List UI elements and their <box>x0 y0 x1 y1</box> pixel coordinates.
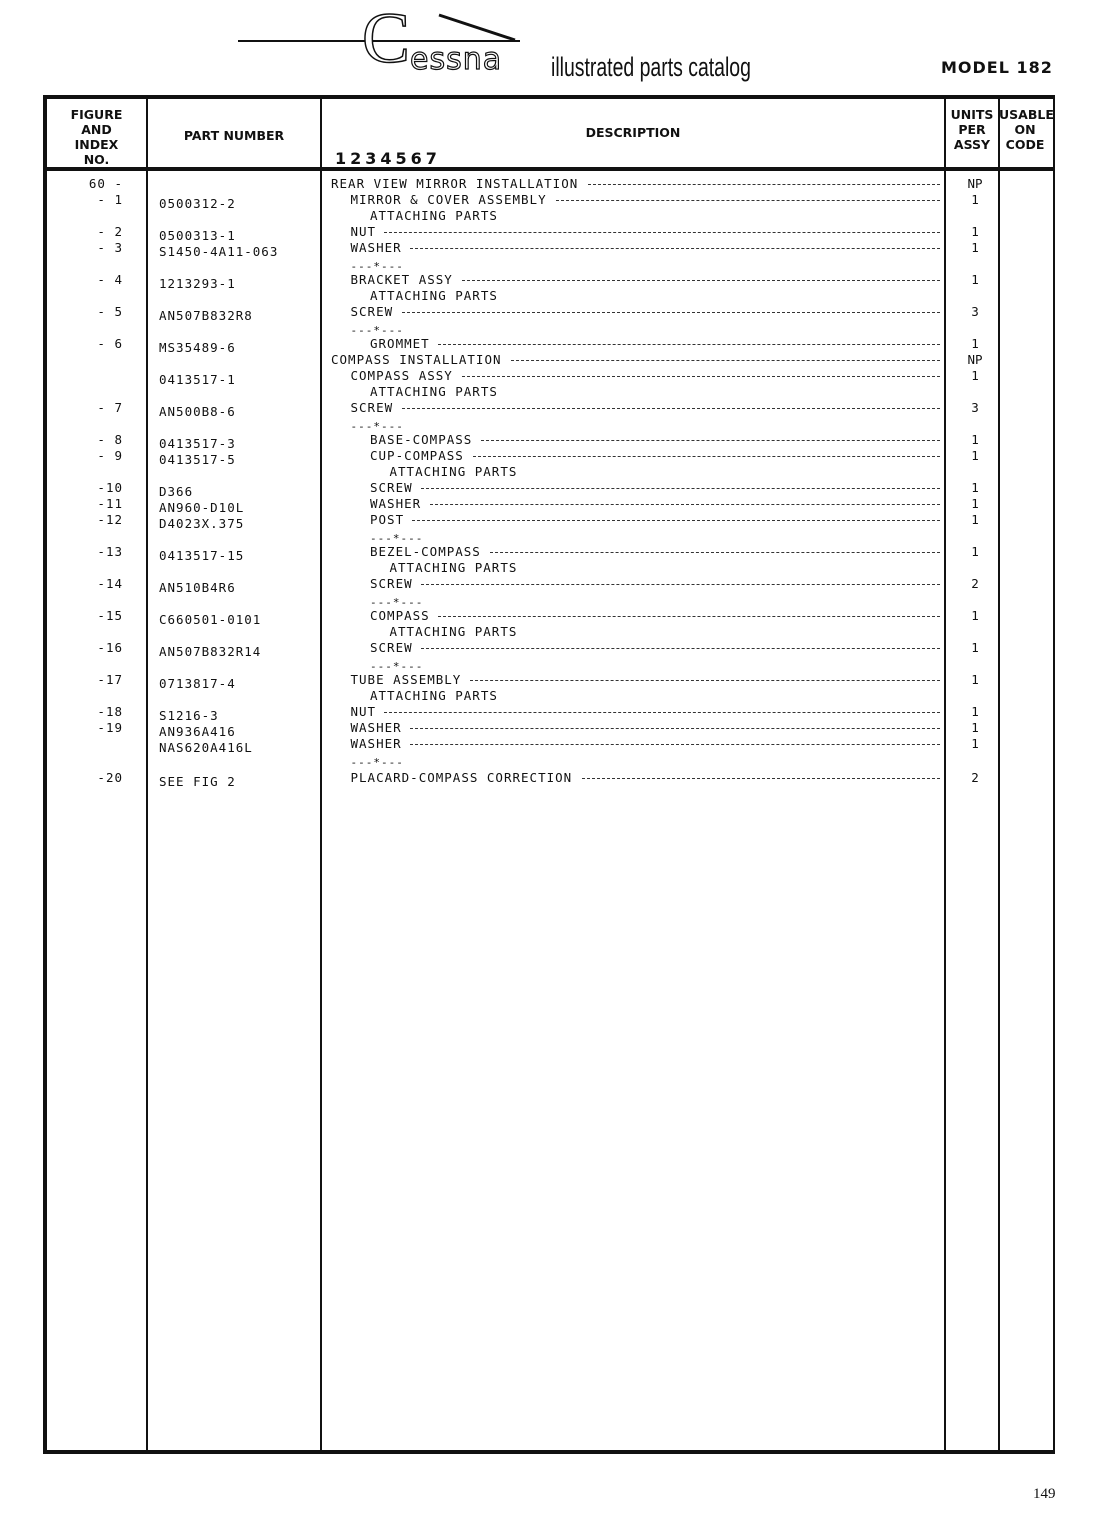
row-index: -15 <box>97 608 123 623</box>
indent-scale: 1234567 <box>335 149 441 168</box>
row-part-number: S1216-3 <box>159 708 219 723</box>
row-leader-line <box>421 648 940 649</box>
row-leader-line <box>438 344 940 345</box>
row-part-number: 0413517-15 <box>159 548 245 563</box>
row-units: 3 <box>971 400 979 415</box>
row-units: 1 <box>971 544 979 559</box>
row-separator: ---*--- <box>350 324 404 337</box>
column-divider-1 <box>146 95 148 1454</box>
row-leader-line <box>402 312 941 313</box>
row-part-number: AN500B8-6 <box>159 404 236 419</box>
row-description: SCREW <box>350 304 394 319</box>
row-separator: ---*--- <box>370 596 424 609</box>
header-line: ON <box>1014 122 1036 137</box>
row-part-number: AN507B832R8 <box>159 308 253 323</box>
row-units: 1 <box>971 640 979 655</box>
part-number-header: PART NUMBER <box>183 128 285 143</box>
catalog-title: illustrated parts catalog <box>551 52 751 82</box>
row-index: -11 <box>97 496 123 511</box>
row-leader-line <box>402 408 941 409</box>
row-description: SCREW <box>350 400 394 415</box>
row-separator: ---*--- <box>350 420 404 433</box>
row-part-number: 0413517-1 <box>159 372 236 387</box>
row-separator: ---*--- <box>370 532 424 545</box>
row-leader-line <box>481 440 940 441</box>
row-units: NP <box>967 176 983 191</box>
row-leader-line <box>473 456 940 457</box>
header-rule <box>43 167 1055 171</box>
row-units: 1 <box>971 432 979 447</box>
row-description: WASHER <box>350 736 402 751</box>
row-index: - 7 <box>97 400 123 415</box>
row-part-number: S1450-4A11-063 <box>159 244 279 259</box>
row-description: BASE-COMPASS <box>370 432 473 447</box>
row-description: POST <box>370 512 405 527</box>
header-line: AND <box>81 122 112 137</box>
header-line: ASSY <box>953 137 991 152</box>
row-part-number: AN960-D10L <box>159 500 245 515</box>
row-description: PLACARD-COMPASS CORRECTION <box>350 770 573 785</box>
row-index: -10 <box>97 480 123 495</box>
row-units: 1 <box>971 720 979 735</box>
row-description: GROMMET <box>370 336 430 351</box>
row-description: BEZEL-COMPASS <box>370 544 481 559</box>
row-units: 1 <box>971 448 979 463</box>
row-leader-line <box>421 488 940 489</box>
row-leader-line <box>410 744 940 745</box>
row-leader-line <box>412 520 940 521</box>
logo-initial: C <box>362 0 411 78</box>
row-units: 1 <box>971 704 979 719</box>
row-part-number: 0500312-2 <box>159 196 236 211</box>
row-index: -18 <box>97 704 123 719</box>
row-description: SCREW <box>370 576 413 591</box>
row-leader-line <box>462 280 940 281</box>
row-description: NUT <box>350 704 377 719</box>
row-leader-line <box>384 232 940 233</box>
row-description: REAR VIEW MIRROR INSTALLATION <box>331 176 579 191</box>
header-line: USABLE <box>999 107 1054 122</box>
row-units: 1 <box>971 480 979 495</box>
row-part-number: 1213293-1 <box>159 276 236 291</box>
row-description: ATTACHING PARTS <box>389 464 518 479</box>
row-description: COMPASS <box>370 608 430 623</box>
row-units: 1 <box>971 736 979 751</box>
row-separator: ---*--- <box>350 260 404 273</box>
row-description: NUT <box>350 224 377 239</box>
row-leader-line <box>582 778 940 779</box>
header-line: FIGURE <box>70 107 123 122</box>
row-index: - 4 <box>97 272 123 287</box>
row-units: 1 <box>971 672 979 687</box>
row-units: 2 <box>971 770 979 785</box>
row-index: -20 <box>97 770 123 785</box>
row-index: -12 <box>97 512 123 527</box>
row-leader-line <box>470 680 940 681</box>
row-description: BRACKET ASSY <box>350 272 453 287</box>
row-description: CUP-COMPASS <box>370 448 464 463</box>
row-description: ATTACHING PARTS <box>370 384 498 399</box>
row-units: 1 <box>971 224 979 239</box>
row-description: ATTACHING PARTS <box>389 560 518 575</box>
row-leader-line <box>490 552 940 553</box>
row-part-number: D4023X.375 <box>159 516 245 531</box>
row-leader-line <box>462 376 940 377</box>
row-index: -16 <box>97 640 123 655</box>
row-leader-line <box>421 584 940 585</box>
row-index: - 9 <box>97 448 123 463</box>
usable-on-code-header <box>999 107 1054 152</box>
header-line: PER <box>958 122 986 137</box>
row-index: - 5 <box>97 304 123 319</box>
row-units: 1 <box>971 272 979 287</box>
row-description: ATTACHING PARTS <box>370 288 498 303</box>
row-index: - 3 <box>97 240 123 255</box>
row-description: SCREW <box>370 480 413 495</box>
units-header <box>946 107 998 152</box>
header-line: NO. <box>83 152 110 167</box>
row-description: MIRROR & COVER ASSEMBLY <box>350 192 547 207</box>
row-index: -14 <box>97 576 123 591</box>
row-part-number: 0500313-1 <box>159 228 236 243</box>
row-description: WASHER <box>350 240 402 255</box>
header-line: UNITS <box>950 107 994 122</box>
row-units: 1 <box>971 240 979 255</box>
row-description: COMPASS INSTALLATION <box>331 352 502 367</box>
row-units: 1 <box>971 512 979 527</box>
row-part-number: AN936A416 <box>159 724 236 739</box>
row-part-number: AN510B4R6 <box>159 580 236 595</box>
row-units: 1 <box>971 336 979 351</box>
row-index: -19 <box>97 720 123 735</box>
row-leader-line <box>511 360 940 361</box>
row-index: 60 - <box>88 176 123 191</box>
description-header: DESCRIPTION <box>585 125 681 140</box>
row-leader-line <box>410 728 940 729</box>
row-units: 3 <box>971 304 979 319</box>
row-separator: ---*--- <box>350 756 404 769</box>
row-part-number: SEE FIG 2 <box>159 774 236 789</box>
row-part-number: NAS620A416L <box>159 740 253 755</box>
row-units: 1 <box>971 496 979 511</box>
row-index: - 8 <box>97 432 123 447</box>
row-units: 1 <box>971 192 979 207</box>
row-units: 1 <box>971 368 979 383</box>
row-description: TUBE ASSEMBLY <box>350 672 462 687</box>
row-units: 2 <box>971 576 979 591</box>
row-description: ATTACHING PARTS <box>370 688 498 703</box>
row-description: WASHER <box>350 720 402 735</box>
row-part-number: 0413517-5 <box>159 452 236 467</box>
row-index: - 1 <box>97 192 123 207</box>
column-divider-2 <box>320 95 322 1454</box>
logo-swoosh-icon <box>437 13 517 43</box>
row-index: -13 <box>97 544 123 559</box>
row-leader-line <box>430 504 940 505</box>
row-description: COMPASS ASSY <box>350 368 453 383</box>
figure-index-header <box>47 107 146 167</box>
row-part-number: 0713817-4 <box>159 676 236 691</box>
row-description: ATTACHING PARTS <box>370 208 498 223</box>
header-line: CODE <box>1005 137 1045 152</box>
row-leader-line <box>384 712 940 713</box>
row-units: 1 <box>971 608 979 623</box>
row-leader-line <box>556 200 940 201</box>
row-description: WASHER <box>370 496 422 511</box>
model-label: MODEL 182 <box>941 58 1053 77</box>
row-index: - 6 <box>97 336 123 351</box>
row-leader-line <box>438 616 940 617</box>
row-index: -17 <box>97 672 123 687</box>
row-units: NP <box>967 352 983 367</box>
row-part-number: AN507B832R14 <box>159 644 262 659</box>
row-description: ATTACHING PARTS <box>389 624 518 639</box>
row-leader-line <box>410 248 940 249</box>
logo-wordmark: essna <box>410 42 503 77</box>
page-number: 149 <box>1033 1486 1056 1502</box>
row-index: - 2 <box>97 224 123 239</box>
row-part-number: D366 <box>159 484 194 499</box>
row-part-number: MS35489-6 <box>159 340 236 355</box>
row-part-number: C660501-0101 <box>159 612 262 627</box>
row-leader-line <box>588 184 940 185</box>
row-description: SCREW <box>370 640 413 655</box>
header-line: INDEX <box>74 137 119 152</box>
row-separator: ---*--- <box>370 660 424 673</box>
row-part-number: 0413517-3 <box>159 436 236 451</box>
